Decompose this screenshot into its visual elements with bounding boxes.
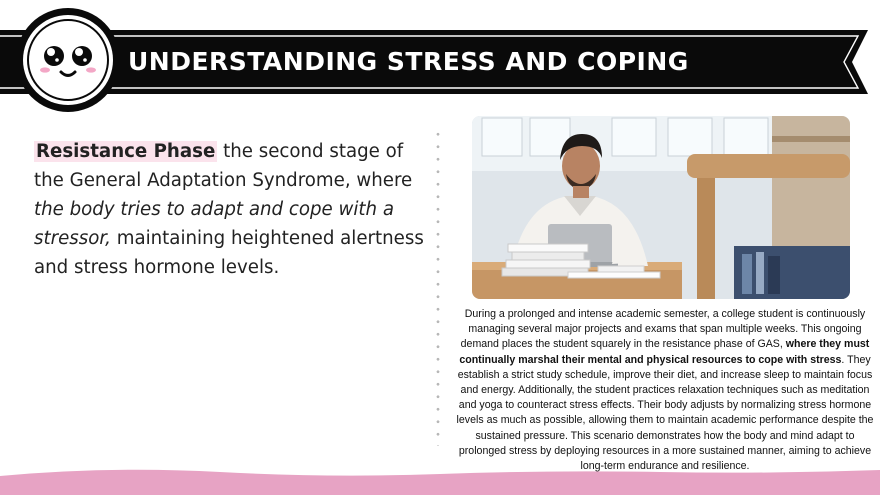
definition-part-2: maintaining heightened alertness and stress hormone levels. xyxy=(34,228,424,278)
scenario-part-1: During a prolonged and intense academic semester, a college student is continuously managing several major projects and exams that span multiple weeks. This ongoing demand places the student squarely in the resistance phase of GAS, xyxy=(460,308,866,351)
student-illustration xyxy=(472,116,850,299)
definition-text xyxy=(34,137,424,282)
bottom-band xyxy=(0,462,880,495)
student-photo xyxy=(472,116,850,299)
header-banner xyxy=(0,0,880,120)
scenario-part-2: . They establish a strict study schedule, improve their diet, and increase sleep to maintain focus and energy. Additionally, the student practices relaxation techniques such as meditation and yoga to counteract stress effects. Their body adjusts by normalizing stress hormone levels as much as possible, allowing them to maintain academic performance despite the sustained pressure. This scenario demonstrates how the body and mind adapt to prolonged stress by deploying resources in a more sustained manner, aiming to achieve long-term endurance and resilience. xyxy=(456,353,874,473)
dotted-divider xyxy=(436,128,440,446)
definition-emphasis: the body tries to adapt and cope with a stressor, xyxy=(34,199,394,249)
scenario-bold: where they must continually marshal their mental and physical resources to cope with stress xyxy=(459,338,870,366)
definition-part-1: the second stage of the General Adaptation Syndrome, where xyxy=(34,141,413,191)
page-title: UNDERSTANDING STRESS AND COPING xyxy=(128,47,689,76)
smiling-face-icon xyxy=(28,20,108,100)
term-highlight: Resistance Phase xyxy=(36,141,216,162)
scenario-text xyxy=(455,307,875,474)
